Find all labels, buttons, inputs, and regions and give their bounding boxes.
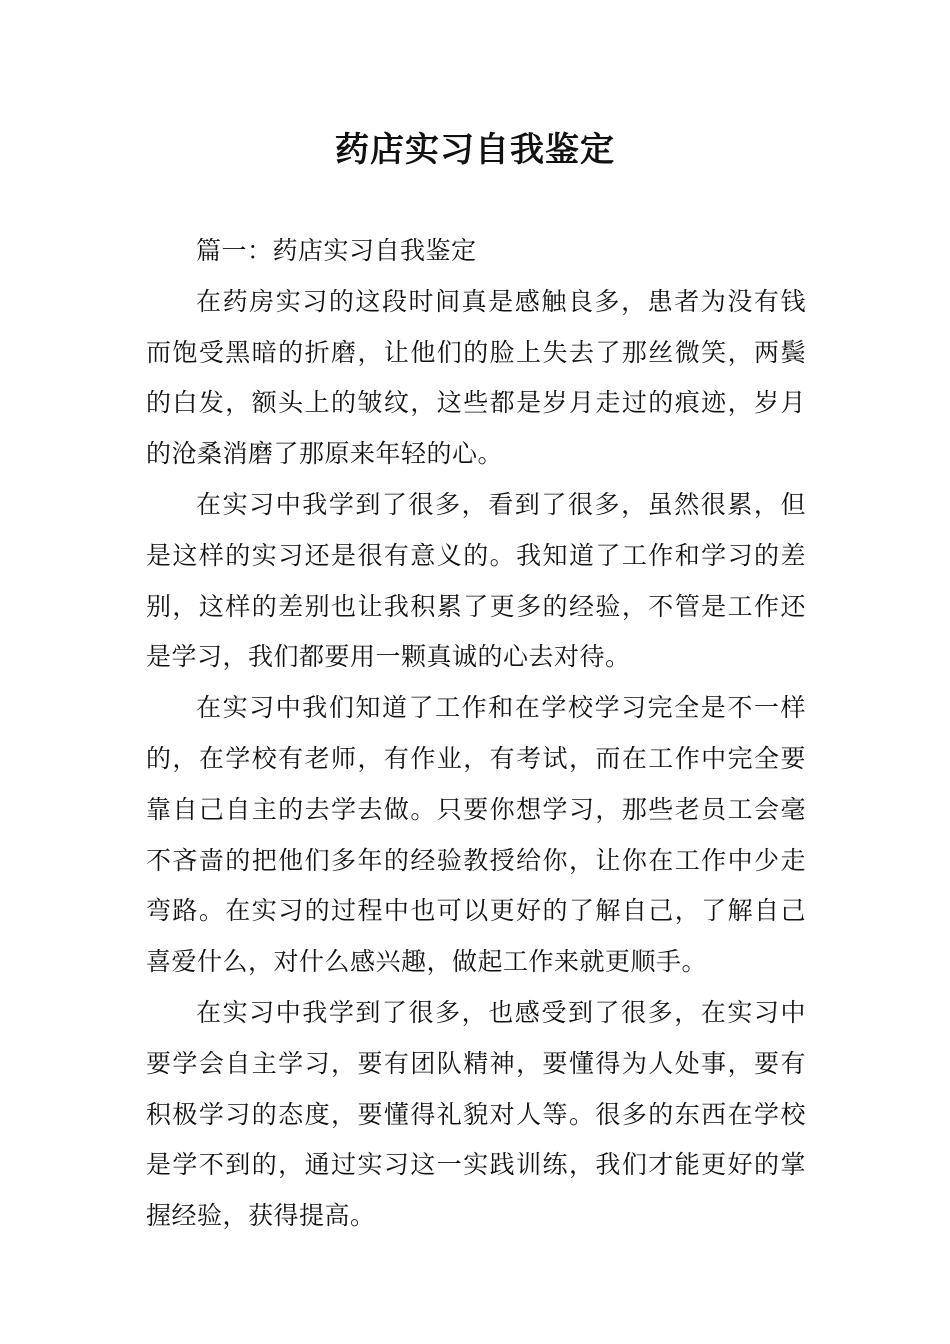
paragraph: 在实习中我们知道了工作和在学校学习完全是不一样的，在学校有老师，有作业，有考试，而在工作中完全要靠自己自主的去学去做。只要你想学习，那些老员工会毫不吝啬的把他们多年的经验教授给你，让你在工作中少走弯路。在实习的过程中也可以更好的了解自己，了解自己喜爱什么，对什么感兴趣，做起工作来就更顺手。	[146, 693, 806, 977]
paragraph: 在实习中我学到了很多，也感受到了很多，在实习中要学会自主学习，要有团队精神，要懂得为人处事，要有积极学习的态度，要懂得礼貌对人等。很多的东西在学校是学不到的，通过实习这一实践训练，我们才能更好的掌握经验，获得提高。	[146, 997, 806, 1231]
paragraph: 在药房实习的这段时间真是感触良多，患者为没有钱而饱受黑暗的折磨，让他们的脸上失去了那丝微笑，两鬓的白发，额头上的皱纹，这些都是岁月走过的痕迹，岁月的沧桑消磨了那原来年轻的心。	[146, 286, 806, 469]
paragraph: 在实习中我学到了很多，看到了很多，虽然很累，但是这样的实习还是很有意义的。我知道了工作和学习的差别，这样的差别也让我积累了更多的经验，不管是工作还是学习，我们都要用一颗真诚的心去对待。	[146, 489, 806, 672]
document-body	[146, 226, 806, 1242]
section-heading: 篇一：药店实习自我鉴定	[196, 236, 477, 265]
document-title: 药店实习自我鉴定	[335, 130, 615, 170]
